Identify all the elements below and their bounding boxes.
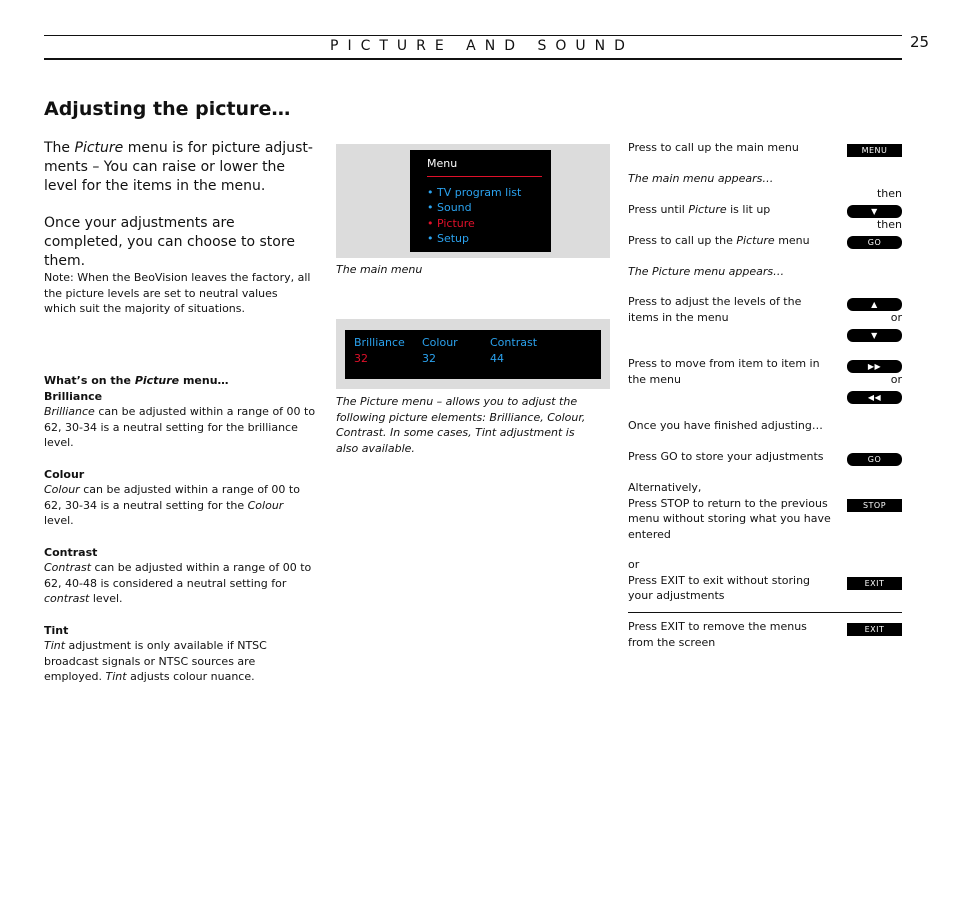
step-call-main-menu: Press to call up the main menu xyxy=(628,141,799,154)
menu-item-picture: • Picture xyxy=(427,217,475,230)
picture-value-colour: 32 xyxy=(422,352,436,365)
go-button-store[interactable]: GO xyxy=(847,453,902,466)
picture-label-contrast: Contrast xyxy=(490,336,538,349)
picture-label-colour: Colour xyxy=(422,336,458,349)
intro-paragraph-1: The Picture menu is for picture adjust-ments – You can raise or lower the level for the items in the menu. xyxy=(44,140,313,194)
exit-button-remove[interactable]: EXIT xyxy=(847,623,902,636)
menu-item-setup: • Setup xyxy=(427,232,470,245)
intro-text xyxy=(44,139,316,289)
picture-value-contrast: 44 xyxy=(490,352,504,365)
step-picture-menu-appears: The Picture menu appears… xyxy=(628,265,785,278)
connector-or-2: or xyxy=(890,373,902,386)
definition-contrast: Contrast Contrast can be adjusted within a range of 00 to 62, 40-48 is considered a neutral setting for contrast level. xyxy=(44,545,312,605)
main-menu-caption: The main menu xyxy=(336,263,423,276)
picture-menu-caption: The Picture menu – allows you to adjust the following picture elements: Brilliance, Colour, Contrast. In some cases, Tint adjustment is also available. xyxy=(336,395,586,455)
stop-button[interactable]: STOP xyxy=(847,499,902,512)
rewind-button[interactable]: ◀◀ xyxy=(847,391,902,404)
up-button[interactable]: ▲ xyxy=(847,298,902,311)
exit-button[interactable]: EXIT xyxy=(847,577,902,590)
menu-item-tv-program-list: • TV program list xyxy=(427,186,522,199)
step-adjust-levels: Press to adjust the levels of the items in the menu xyxy=(628,295,802,324)
whats-on-heading: What’s on the Picture menu… xyxy=(44,374,229,387)
down-button-adjust[interactable]: ▼ xyxy=(847,329,902,342)
page-number: 25 xyxy=(910,33,930,51)
section-title: PICTURE AND SOUND xyxy=(330,38,634,54)
step-exit-without-storing: or Press EXIT to exit without storing your adjustments xyxy=(628,558,811,602)
definition-brilliance: Brilliance Brilliance can be adjusted within a range of 00 to 62, 30-34 is a neutral setting for the brilliance level. xyxy=(44,389,316,449)
step-store-adjustments: Press GO to store your adjustments xyxy=(628,450,824,463)
picture-menu-screen xyxy=(345,330,601,379)
header-top-rule xyxy=(44,35,902,36)
definitions xyxy=(44,373,316,701)
step-main-menu-appears: The main menu appears… xyxy=(628,172,774,185)
page-heading: Adjusting the picture… xyxy=(44,98,291,120)
factory-note: Note: When the BeoVision leaves the factory, all the picture levels are set to neutral values which suit the majority of situations. xyxy=(44,271,311,315)
connector-then-2: then xyxy=(876,218,902,231)
go-button[interactable]: GO xyxy=(847,236,902,249)
step-stop-return: Alternatively, Press STOP to return to the previous menu without storing what you have entered xyxy=(628,481,831,541)
intro-paragraph-2: Once your adjustments are completed, you can choose to store them. xyxy=(44,215,295,269)
main-menu-screen xyxy=(410,150,551,252)
picture-label-brilliance: Brilliance xyxy=(354,336,405,349)
instructions-divider xyxy=(628,612,902,613)
menu-divider xyxy=(427,176,542,177)
picture-value-brilliance: 32 xyxy=(354,352,368,365)
header-bottom-rule xyxy=(44,58,902,60)
menu-title: Menu xyxy=(427,157,458,170)
step-until-picture: Press until Picture is lit up xyxy=(628,203,771,216)
step-remove-menus: Press EXIT to remove the menus from the screen xyxy=(628,620,807,649)
down-button[interactable]: ▼ xyxy=(847,205,902,218)
menu-button[interactable]: MENU xyxy=(847,144,902,157)
definition-colour: Colour Colour can be adjusted within a range of 00 to 62, 30-34 is a neutral setting for the Colour level. xyxy=(44,467,300,527)
step-call-picture-menu: Press to call up the Picture menu xyxy=(628,234,810,247)
connector-then-1: then xyxy=(876,187,902,200)
menu-item-sound: • Sound xyxy=(427,201,472,214)
connector-or-1: or xyxy=(890,311,902,324)
step-move-items: Press to move from item to item in the menu xyxy=(628,357,820,386)
step-finished-adjusting: Once you have finished adjusting… xyxy=(628,419,823,432)
fast-forward-button[interactable]: ▶▶ xyxy=(847,360,902,373)
definition-tint: Tint Tint adjustment is only available if NTSC broadcast signals or NTSC sources are employed. Tint adjusts colour nuance. xyxy=(44,623,267,683)
